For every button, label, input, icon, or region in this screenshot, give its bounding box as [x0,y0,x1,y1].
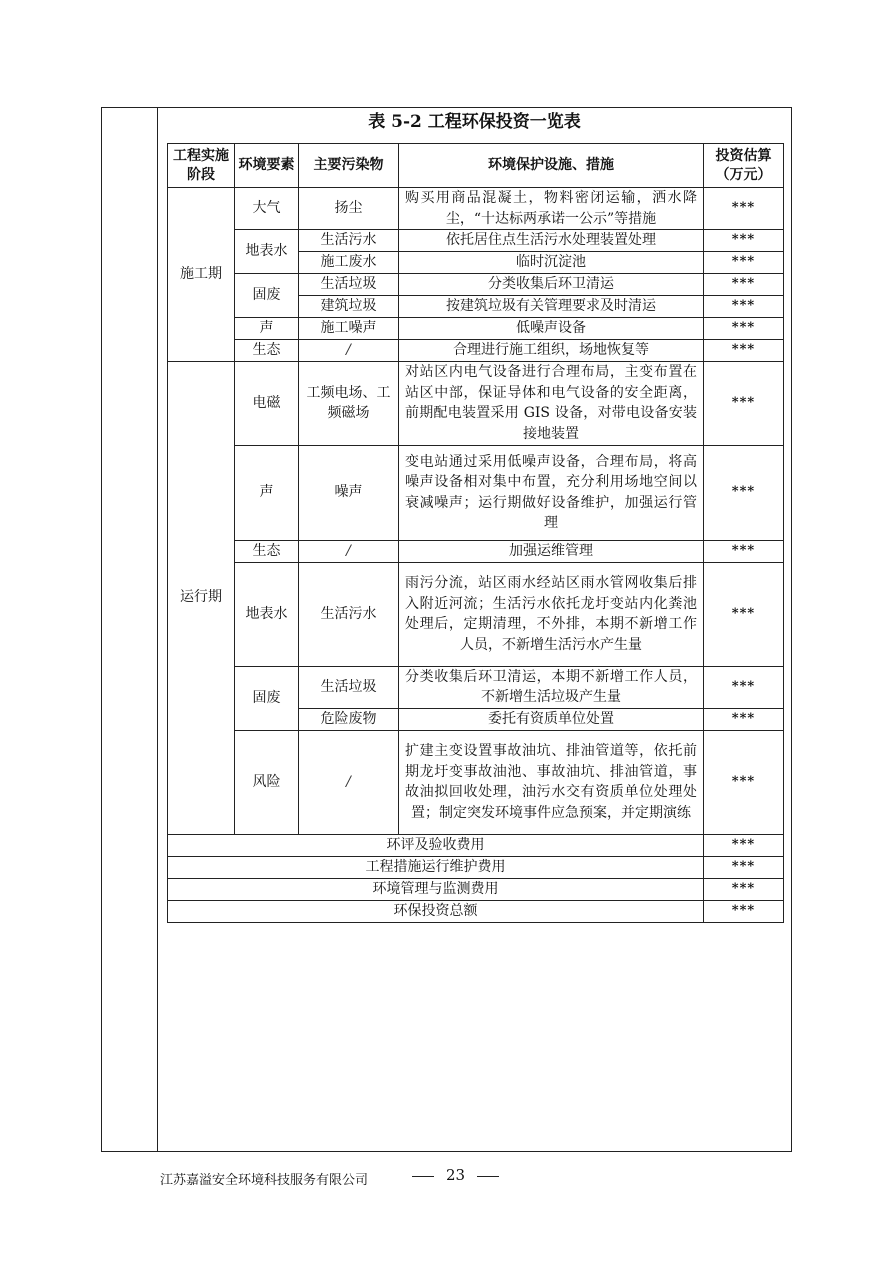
dash-right [477,1176,499,1177]
element-cell: 生态 [235,339,299,361]
table-row [168,273,784,295]
pollutant-cell: / [299,730,399,834]
cost-cell: *** [704,188,784,230]
element-cell: 生态 [235,540,299,562]
element-cell: 地表水 [235,562,299,666]
pollutant-cell: 施工噪声 [299,317,399,339]
footer-company: 江苏嘉溢安全环境科技服务有限公司 [160,1173,369,1188]
frame-divider [157,107,158,1152]
dash-left [412,1176,434,1177]
element-cell: 固废 [235,666,299,730]
summary-cost: *** [704,900,784,922]
table-row [168,666,784,708]
table-row [168,540,784,562]
pollutant-cell: 施工废水 [299,251,399,273]
table-row [168,445,784,540]
summary-label: 环境管理与监测费用 [168,878,704,900]
stage-operation: 运行期 [168,361,235,834]
pollutant-cell: 生活垃圾 [299,666,399,708]
table-title: 表 5-2 工程环保投资一览表 [368,112,581,132]
page-number: 23 [446,1166,466,1184]
pollutant-cell: / [299,540,399,562]
cost-cell: *** [704,295,784,317]
measure-cell: 加强运维管理 [399,540,704,562]
measure-cell: 分类收集后环卫清运，本期不新增工作人员，不新增生活垃圾产生量 [399,666,704,708]
summary-row [168,856,784,878]
element-cell: 声 [235,317,299,339]
page-footer [160,1166,760,1190]
measure-cell: 扩建主变设置事故油坑、排油管道等，依托前期龙圩变事故油池、事故油坑、排油管道，事故油拟回收处理，油污水交有资质单位处理处置；制定突发环境事件应急预案，并定期演练 [399,730,704,834]
summary-label: 环评及验收费用 [168,834,704,856]
pollutant-cell: 危险废物 [299,708,399,730]
table-row [168,361,784,445]
summary-cost: *** [704,878,784,900]
page-number-block [400,1166,511,1184]
header-row [168,144,784,188]
cost-cell: *** [704,317,784,339]
table-row [168,339,784,361]
cost-cell: *** [704,540,784,562]
stage-construction: 施工期 [168,188,235,362]
header-stage: 工程实施阶段 [168,144,235,188]
pollutant-cell: 生活污水 [299,230,399,252]
pollutant-cell: 噪声 [299,445,399,540]
pollutant-cell: 建筑垃圾 [299,295,399,317]
pollutant-cell: 生活垃圾 [299,273,399,295]
measure-cell: 分类收集后环卫清运 [399,273,704,295]
element-cell: 声 [235,445,299,540]
measure-cell: 依托居住点生活污水处理装置处理 [399,230,704,252]
pollutant-cell: 扬尘 [299,188,399,230]
summary-label: 工程措施运行维护费用 [168,856,704,878]
cost-cell: *** [704,708,784,730]
header-element: 环境要素 [235,144,299,188]
pollutant-cell: / [299,339,399,361]
table-row [168,230,784,252]
measure-cell: 低噪声设备 [399,317,704,339]
measure-cell: 按建筑垃圾有关管理要求及时清运 [399,295,704,317]
summary-row [168,834,784,856]
cost-cell: *** [704,251,784,273]
table-row [168,317,784,339]
measure-cell: 雨污分流，站区雨水经站区雨水管网收集后排入附近河流；生活污水依托龙圩变站内化粪池处理后，定期清理，不外排，本期不新增工作人员，不新增生活污水产生量 [399,562,704,666]
element-cell: 电磁 [235,361,299,445]
table-row [168,562,784,666]
header-cost: 投资估算（万元） [704,144,784,188]
header-measure: 环境保护设施、措施 [399,144,704,188]
element-cell: 风险 [235,730,299,834]
measure-cell: 合理进行施工组织，场地恢复等 [399,339,704,361]
measure-cell: 临时沉淀池 [399,251,704,273]
header-pollutant: 主要污染物 [299,144,399,188]
measure-cell: 变电站通过采用低噪声设备，合理布局，将高噪声设备相对集中布置，充分利用场地空间以衰减噪声；运行期做好设备维护，加强运行管理 [399,445,704,540]
summary-cost: *** [704,834,784,856]
measure-cell: 委托有资质单位处置 [399,708,704,730]
measure-cell: 对站区内电气设备进行合理布局，主变布置在站区中部，保证导体和电气设备的安全距离，前期配电装置采用 GIS 设备，对带电设备安装接地装置 [399,361,704,445]
pollutant-cell: 工频电场、工频磁场 [299,361,399,445]
cost-cell: *** [704,666,784,708]
table-row [168,730,784,834]
measure-cell: 购买用商品混凝土，物料密闭运输，洒水降尘，“十达标两承诺一公示”等措施 [399,188,704,230]
environmental-investment-table [167,143,784,923]
table-row [168,188,784,230]
pollutant-cell: 生活污水 [299,562,399,666]
summary-cost: *** [704,856,784,878]
summary-row [168,900,784,922]
cost-cell: *** [704,562,784,666]
cost-cell: *** [704,273,784,295]
element-cell: 固废 [235,273,299,317]
cost-cell: *** [704,445,784,540]
cost-cell: *** [704,339,784,361]
element-cell: 地表水 [235,230,299,274]
cost-cell: *** [704,730,784,834]
cost-cell: *** [704,361,784,445]
summary-row [168,878,784,900]
element-cell: 大气 [235,188,299,230]
summary-label: 环保投资总额 [168,900,704,922]
cost-cell: *** [704,230,784,252]
